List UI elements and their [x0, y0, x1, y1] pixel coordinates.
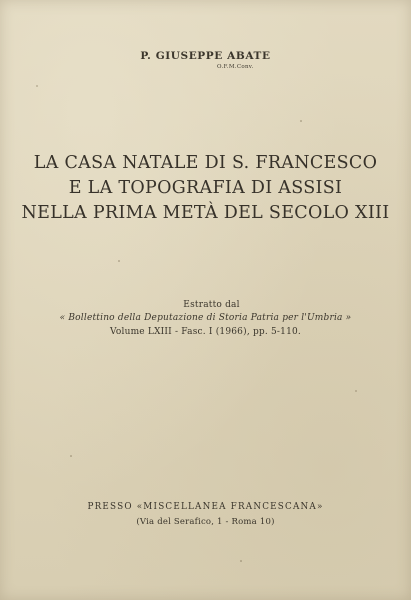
volume-info: Volume LXIII - Fasc. I (1966), pp. 5-110.	[110, 327, 301, 337]
title-line-3: NELLA PRIMA METÀ DEL SECOLO XIII	[21, 203, 390, 223]
paper-speck	[355, 390, 357, 392]
paper-speck	[118, 260, 120, 262]
paper-speck	[240, 560, 242, 562]
title-line-1: LA CASA NATALE DI S. FRANCESCO	[33, 153, 378, 173]
extract-label: Estratto dal	[183, 300, 240, 310]
paper-speck	[70, 455, 72, 457]
title-line-2: E LA TOPOGRAFIA DI ASSISI	[68, 178, 343, 198]
religious-order: O.F.M.Conv.	[217, 64, 254, 70]
publisher-name: PRESSO «MISCELLANEA FRANCESCANA»	[87, 502, 324, 512]
paper-speck	[36, 85, 38, 87]
paper-speck	[300, 120, 302, 122]
author-name: P. GIUSEPPE ABATE	[140, 50, 271, 62]
publisher-address: (Via del Serafico, 1 - Roma 10)	[136, 517, 275, 527]
journal-name: « Bollettino della Deputazione di Storia Patria per l'Umbria »	[59, 313, 352, 323]
